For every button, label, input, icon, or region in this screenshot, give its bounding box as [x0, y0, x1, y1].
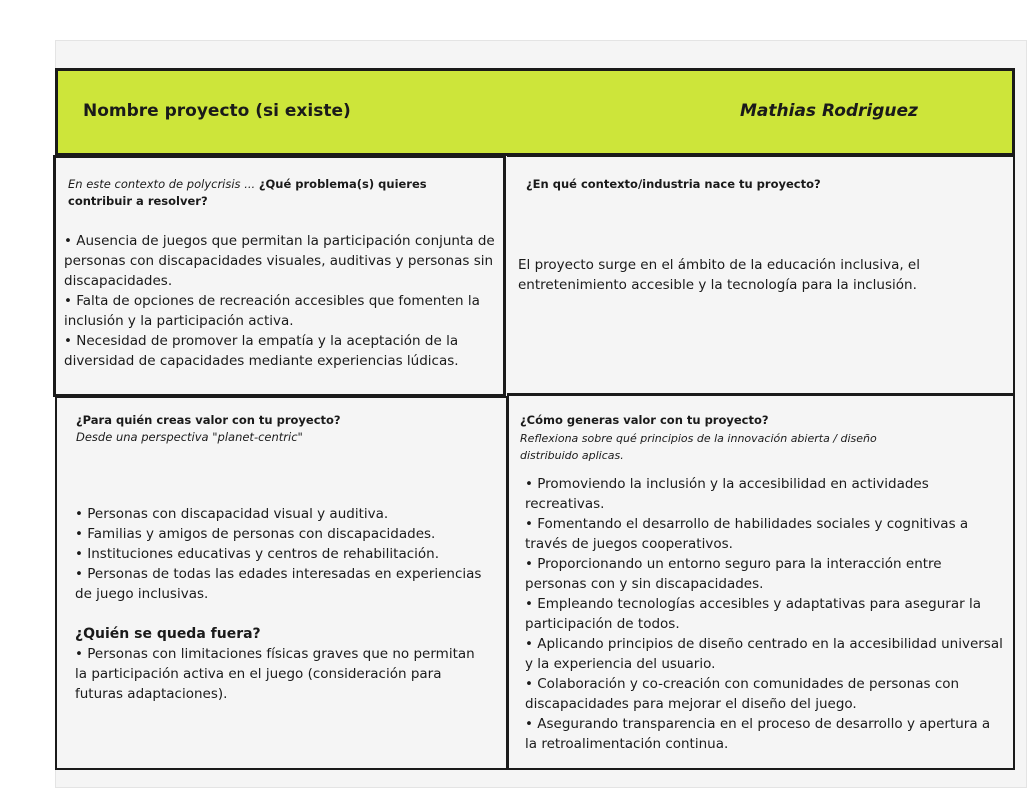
list-item: • Promoviendo la inclusión y la accesibilidad en actividades recreativas. — [525, 476, 929, 512]
list-item: • Aplicando principios de diseño centrado en la accesibilidad universal y la experiencia del usuario. — [525, 636, 1003, 672]
context-answer: El proyecto surge en el ámbito de la educación inclusiva, el entretenimiento accesible y la tecnología para la inclusión. — [518, 257, 920, 293]
list-item: • Asegurando transparencia en el proceso de desarrollo y apertura a la retroalimentación continua. — [525, 716, 991, 752]
how-subtitle: Reflexiona sobre qué principios de la innovación abierta / diseño distribuido aplicas. — [520, 432, 877, 462]
problem-question-text: ¿Qué problema(s) quieres contribuir a resolver? — [68, 177, 427, 208]
list-item: • Colaboración y co-creación con comunidades de personas con discapacidades para mejorar el diseño del juego. — [525, 676, 960, 712]
for-whom-question: ¿Para quién creas valor con tu proyecto? — [76, 413, 341, 427]
list-item: • Instituciones educativas y centros de rehabilitación. — [75, 546, 440, 562]
list-item: • Falta de opciones de recreación accesibles que fomenten la inclusión y la participación activa. — [64, 293, 480, 329]
project-name-label: Nombre proyecto (si existe) — [83, 101, 351, 121]
list-item: • Personas con discapacidad visual y auditiva. — [75, 506, 389, 522]
for-whom-subtitle: Desde una perspectiva "planet-centric" — [76, 430, 303, 444]
how-question: ¿Cómo generas valor con tu proyecto? — [520, 413, 769, 427]
list-item: • Fomentando el desarrollo de habilidades sociales y cognitivas a través de juegos cooperativos. — [525, 516, 969, 552]
left-out-text: • Personas con limitaciones físicas graves que no permitan la participación activa en el juego (consideración para futuras adaptaciones). — [75, 646, 475, 702]
list-item: • Proporcionando un entorno seguro para la interacción entre personas con y sin discapacidades. — [525, 556, 942, 592]
list-item: • Empleando tecnologías accesibles y adaptativas para asegurar la participación de todos. — [525, 596, 981, 632]
header-bar — [55, 68, 1015, 156]
how-list — [525, 474, 1003, 754]
list-item: • Ausencia de juegos que permitan la participación conjunta de personas con discapacidades visuales, auditivas y personas sin discapacidades. — [64, 233, 495, 289]
problem-list — [64, 231, 504, 371]
how-section — [507, 394, 1015, 770]
problem-section — [53, 155, 506, 397]
problem-intro: En este contexto de polycrisis ... — [68, 177, 256, 191]
context-question: ¿En qué contexto/industria nace tu proyecto? — [526, 177, 821, 191]
list-item: • Personas de todas las edades interesadas en experiencias de juego inclusivas. — [75, 566, 482, 602]
list-item: • Necesidad de promover la empatía y la aceptación de la diversidad de capacidades mediante experiencias lúdicas. — [64, 333, 459, 369]
problem-question — [68, 176, 478, 210]
for-whom-list — [75, 504, 495, 604]
author-name: Mathias Rodriguez — [740, 101, 918, 121]
for-whom-section — [55, 396, 508, 770]
left-out-title: ¿Quién se queda fuera? — [75, 626, 261, 642]
context-section — [507, 155, 1015, 395]
list-item: • Familias y amigos de personas con discapacidades. — [75, 526, 436, 542]
